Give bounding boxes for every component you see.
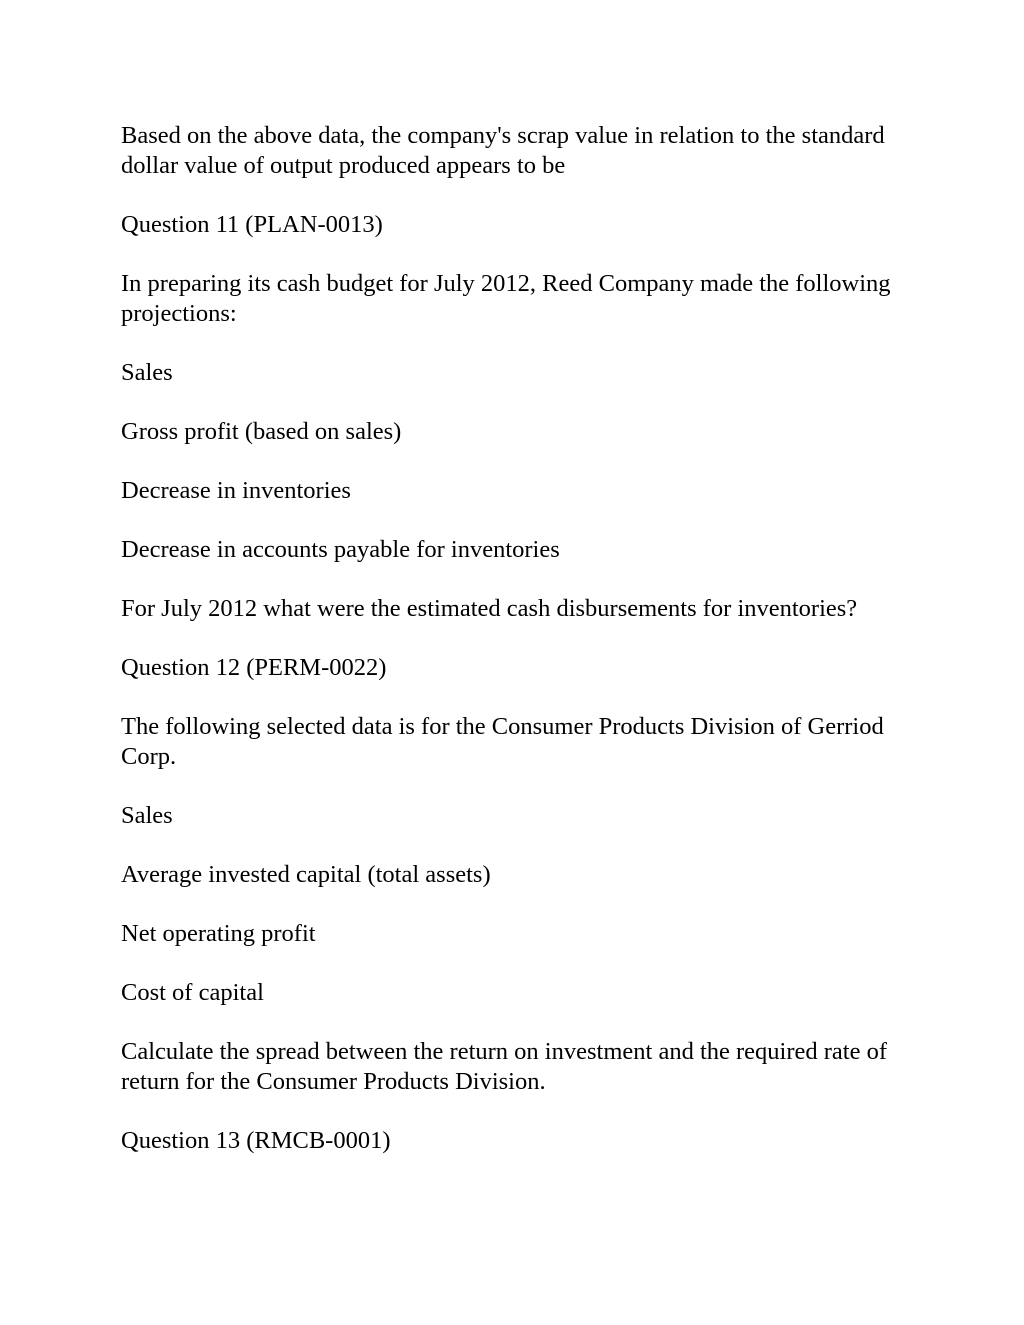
question-11-item-sales: Sales	[121, 359, 173, 386]
question-11-intro: In preparing its cash budget for July 2012, Reed Company made the following projections:	[121, 270, 891, 327]
question-12-item-sales: Sales	[121, 802, 173, 829]
question-11-item-gross-profit: Gross profit (based on sales)	[121, 418, 402, 445]
question-11-item-decrease-payables: Decrease in accounts payable for inventories	[121, 536, 560, 563]
question-11-prompt: For July 2012 what were the estimated cash disbursements for inventories?	[121, 595, 858, 622]
question-12-heading: Question 12 (PERM-0022)	[121, 654, 387, 681]
question-12-item-cost-of-capital: Cost of capital	[121, 979, 264, 1006]
question-12-item-invested-capital: Average invested capital (total assets)	[121, 861, 491, 888]
question-12-prompt: Calculate the spread between the return on investment and the required rate of return for the Consumer Products Division.	[121, 1038, 887, 1095]
question-13-heading: Question 13 (RMCB-0001)	[121, 1127, 391, 1154]
question-12-intro: The following selected data is for the Consumer Products Division of Gerriod Corp.	[121, 713, 884, 770]
document-body	[121, 121, 901, 1185]
question-11-heading: Question 11 (PLAN-0013)	[121, 211, 383, 238]
question-10-prompt: Based on the above data, the company's scrap value in relation to the standard dollar value of output produced appears to be	[121, 122, 885, 179]
question-12-item-net-operating-profit: Net operating profit	[121, 920, 316, 947]
question-11-item-decrease-inventories: Decrease in inventories	[121, 477, 351, 504]
